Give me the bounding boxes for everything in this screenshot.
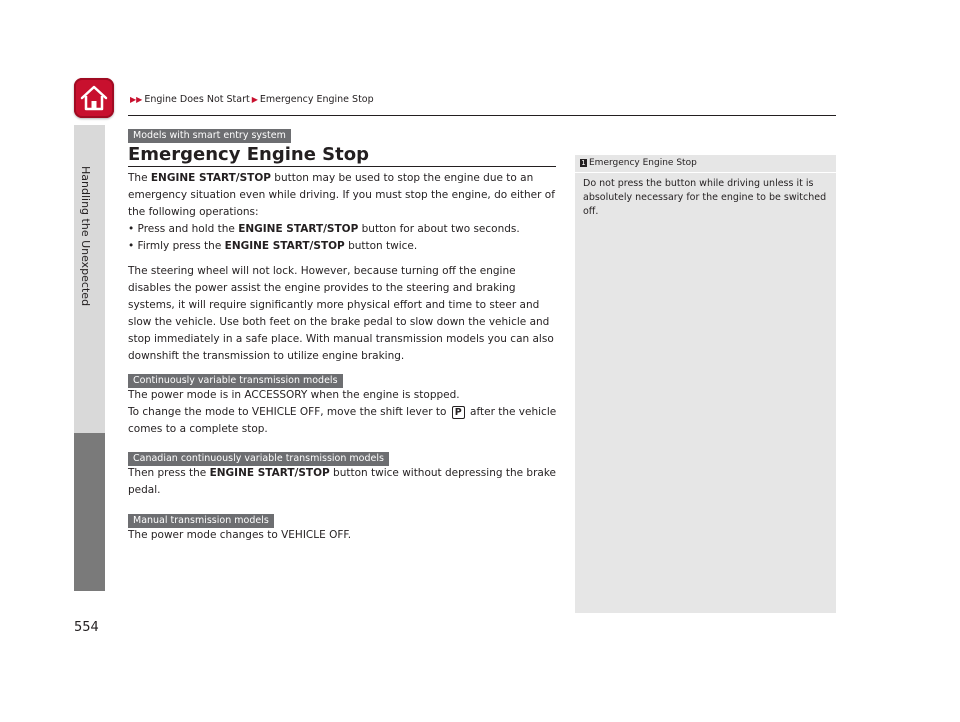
engine-start-stop-term: ENGINE START/STOP — [150, 172, 271, 184]
bullet-mark: • — [128, 240, 135, 252]
shift-position-p-icon: P — [452, 406, 465, 419]
note-divider — [575, 172, 836, 173]
page-title: Emergency Engine Stop — [128, 144, 369, 165]
home-icon — [78, 82, 110, 114]
manual-paragraph: The power mode changes to VEHICLE OFF. — [128, 529, 352, 541]
side-note-heading: 1 Emergency Engine Stop — [581, 158, 697, 168]
cvt-paragraph: The power mode is in ACCESSORY when the engine is stopped. To change the mode to VEHICLE OFF, move the shift lever to P after the vehicle comes to a complete stop. — [128, 389, 557, 435]
bullet-mark: • — [128, 223, 135, 235]
intro-paragraph: The ENGINE START/STOP button may be used to stop the engine due to an emergency situation even while driving. If you must stop the engine, do either of the following operations: • Press and hold the ENGINE START/STOP button for about two seconds. • Firmly press the ENGINE START/STOP button twice. — [128, 170, 558, 255]
side-note-panel — [575, 155, 836, 613]
title-divider — [128, 166, 556, 167]
canadian-cvt-models-label: Canadian continuously variable transmission models — [128, 452, 389, 466]
breadcrumb — [128, 94, 374, 105]
cvt-models-label: Continuously variable transmission models — [128, 374, 343, 388]
steering-paragraph: The steering wheel will not lock. However, because turning off the engine disables the power assist the engine provides to the steering and braking systems, it will require significantly more physical effort and time to steer and slow the vehicle. Use both feet on the brake pedal to slow down the vehicle and stop immediately in a safe place. With manual transmission models you can also downshift the transmission to utilize engine braking. — [128, 265, 554, 362]
home-button[interactable] — [74, 78, 114, 118]
bullet-item: • Firmly press the ENGINE START/STOP button twice. — [128, 240, 418, 252]
bullet-item: • Press and hold the ENGINE START/STOP button for about two seconds. — [128, 223, 520, 235]
models-smart-entry-label: Models with smart entry system — [128, 129, 291, 143]
manual-models-label: Manual transmission models — [128, 514, 274, 528]
page-number: 554 — [74, 620, 99, 635]
side-tab-label: Handling the Unexpected — [79, 166, 92, 307]
note-number-badge: 1 — [581, 159, 586, 167]
side-tab-other[interactable] — [74, 433, 105, 591]
breadcrumb-item-emergency-engine-stop[interactable]: Emergency Engine Stop — [259, 94, 374, 105]
canadian-paragraph: Then press the ENGINE START/STOP button twice without depressing the brake pedal. — [128, 467, 557, 496]
chevron-right-icon: ▶▶ — [130, 95, 143, 104]
chevron-right-icon: ▶ — [251, 95, 258, 104]
side-note-text: Do not press the button while driving unless it is absolutely necessary for the engine to be switched off. — [583, 178, 827, 217]
header-divider — [128, 115, 836, 116]
breadcrumb-item-engine-does-not-start[interactable]: Engine Does Not Start — [144, 94, 250, 105]
